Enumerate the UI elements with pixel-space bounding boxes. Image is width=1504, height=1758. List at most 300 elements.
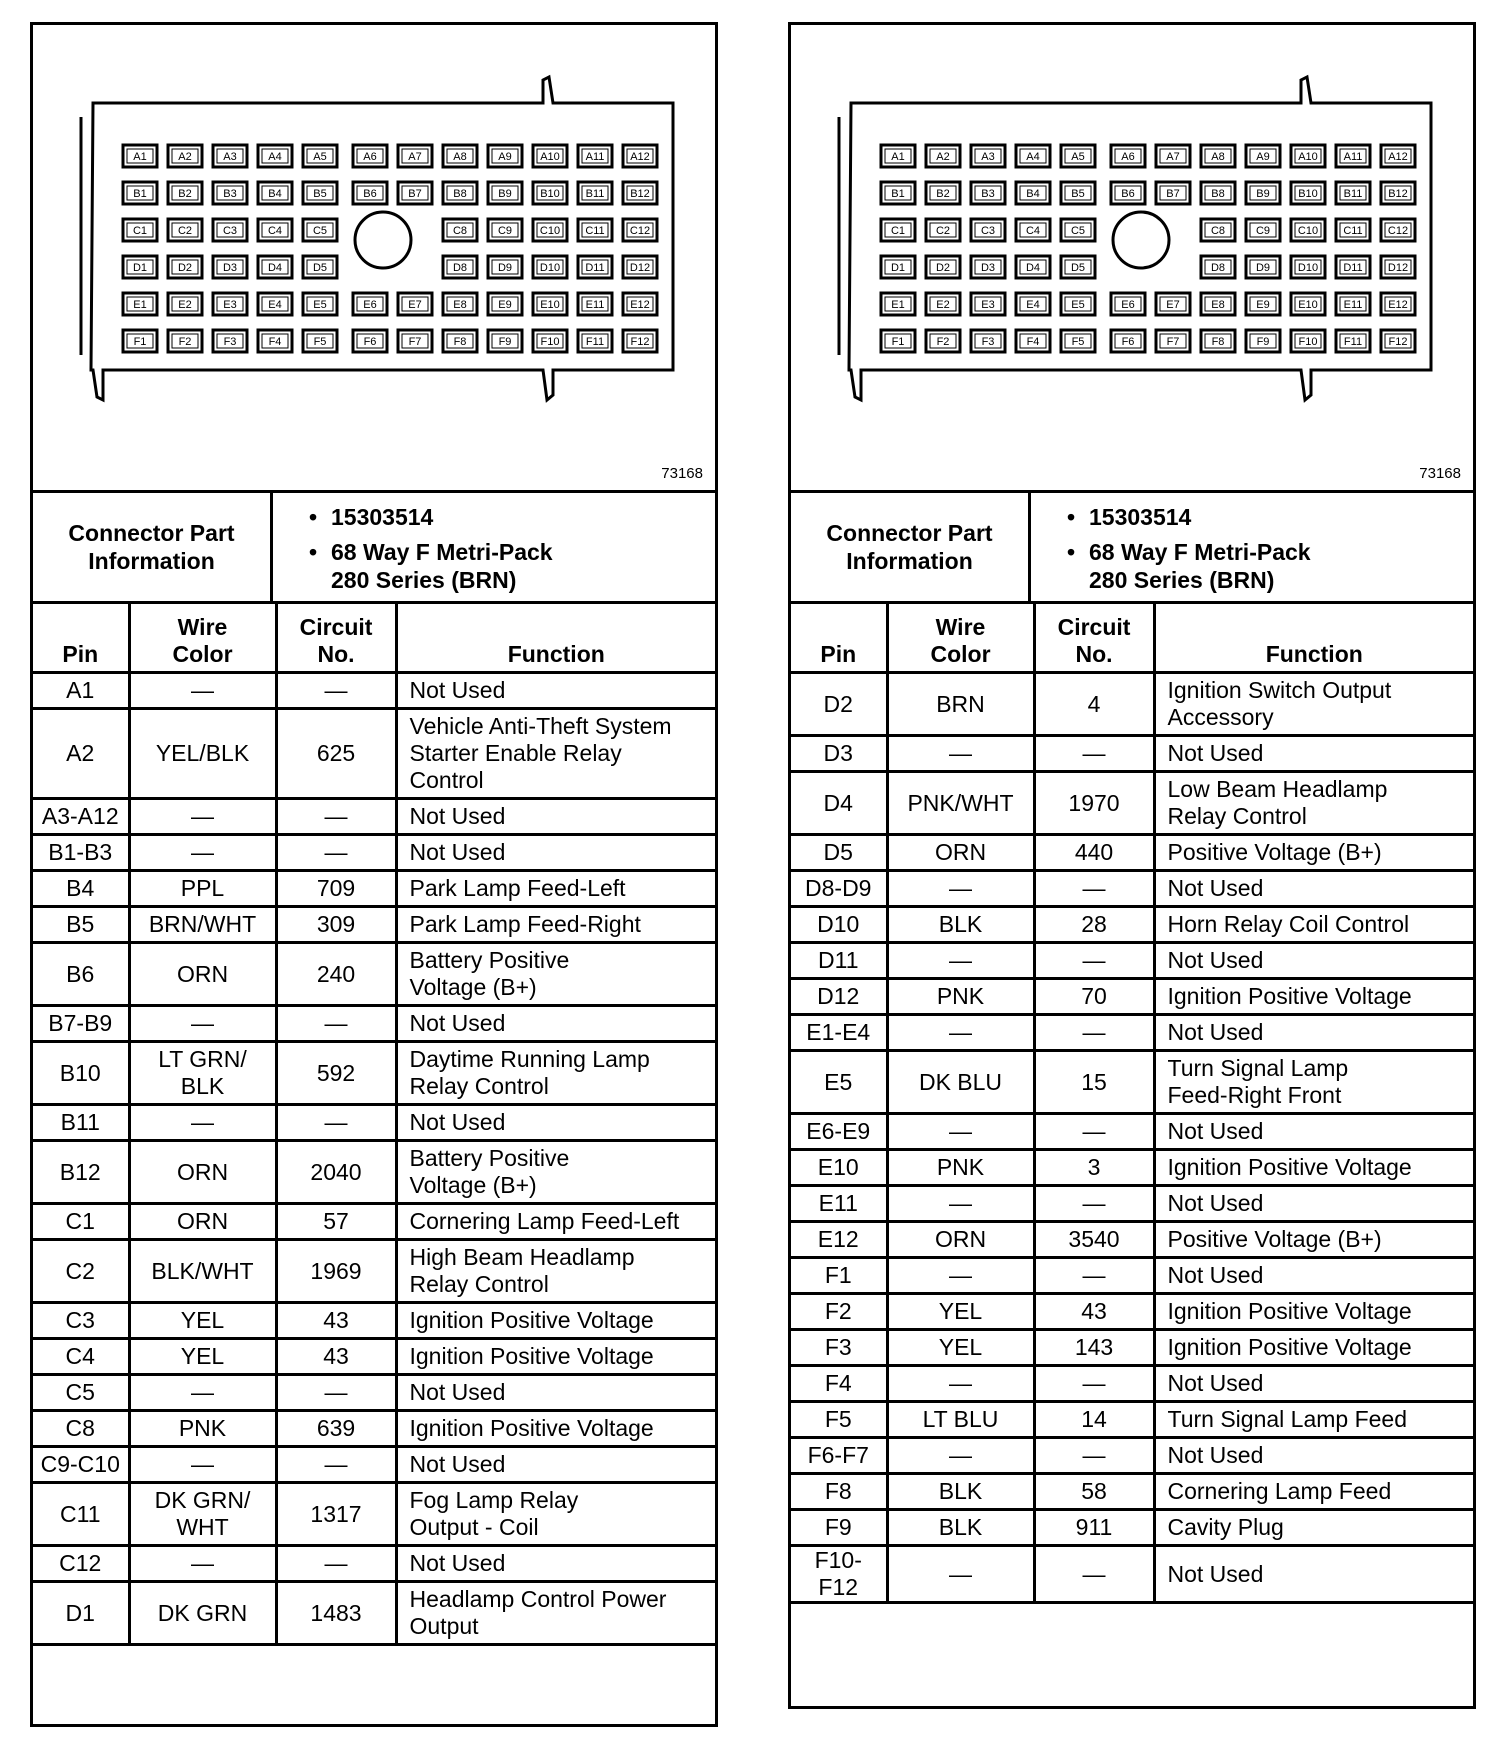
- pin-cavity: [398, 330, 432, 352]
- pin-cavity-label: D5: [1070, 262, 1086, 274]
- connector-panel-right: [788, 22, 1476, 1709]
- pin-cell: D12: [791, 979, 887, 1015]
- function-cell: Not Used: [1154, 1546, 1473, 1603]
- pin-cavity-label: D12: [1387, 262, 1409, 274]
- pin-cavity: [623, 182, 657, 204]
- info-item: [309, 503, 715, 531]
- circuit-cell: 625: [276, 709, 396, 799]
- bullet-icon: •: [1067, 504, 1076, 530]
- pin-cavity-label: E3: [223, 299, 237, 311]
- pin-cavity: [1246, 293, 1280, 315]
- function-cell: Turn Signal Lamp Feed-Right Front: [1154, 1051, 1473, 1114]
- circuit-cell: —: [276, 835, 396, 871]
- wire-color-cell: LT GRN/ BLK: [129, 1042, 276, 1105]
- pin-cavity: [1156, 293, 1190, 315]
- table-row: [33, 1546, 715, 1582]
- pin-cell: F8: [791, 1474, 887, 1510]
- pin-cell: C2: [33, 1240, 129, 1303]
- pin-cavity-label: C8: [1210, 225, 1226, 237]
- pin-cell: D2: [791, 673, 887, 736]
- pinout-table: [791, 604, 1473, 1604]
- pin-cell: A1: [33, 673, 129, 709]
- pinout-table: [33, 604, 715, 1646]
- connector-info-label: Connector Part Information: [791, 493, 1031, 601]
- wire-color-cell: PNK/WHT: [887, 772, 1034, 835]
- function-cell: Daytime Running Lamp Relay Control: [396, 1042, 715, 1105]
- pin-cavity: [123, 219, 157, 241]
- pin-cavity: [1381, 219, 1415, 241]
- table-row: [791, 1222, 1473, 1258]
- pin-cavity: [303, 330, 337, 352]
- wire-color-cell: YEL: [887, 1330, 1034, 1366]
- pin-cavity: [881, 256, 915, 278]
- pin-cavity: [533, 330, 567, 352]
- pin-cavity-label: C12: [1387, 225, 1409, 237]
- pin-cavity: [1201, 256, 1235, 278]
- pin-cell: B10: [33, 1042, 129, 1105]
- pin-cavity-label: E5: [1071, 299, 1085, 311]
- table-header-row: [33, 604, 715, 673]
- pin-cavity: [1201, 182, 1235, 204]
- pin-cavity: [533, 293, 567, 315]
- pin-cavity-label: D3: [222, 262, 238, 274]
- pin-cell: A2: [33, 709, 129, 799]
- function-cell: Park Lamp Feed-Left: [396, 871, 715, 907]
- function-cell: Not Used: [1154, 871, 1473, 907]
- function-cell: Not Used: [1154, 943, 1473, 979]
- pin-cavity: [1201, 219, 1235, 241]
- pin-cavity: [926, 182, 960, 204]
- pin-cavity: [1016, 330, 1050, 352]
- wire-color-cell: —: [887, 1546, 1034, 1603]
- pin-cavity: [443, 293, 477, 315]
- pin-cavity: [1061, 330, 1095, 352]
- pin-cavity-label: F11: [1343, 336, 1363, 348]
- pin-cavity: [123, 256, 157, 278]
- pin-cavity: [168, 330, 202, 352]
- pin-cavity: [1111, 330, 1145, 352]
- connector-panel-left: [30, 22, 718, 1727]
- pin-cavity: [488, 219, 522, 241]
- pin-cavity: [398, 145, 432, 167]
- pin-cavity: [578, 219, 612, 241]
- pin-cavity-label: D10: [1297, 262, 1319, 274]
- pin-cavity-label: D4: [267, 262, 283, 274]
- pin-cavity: [213, 256, 247, 278]
- pin-cavity-label: A7: [408, 151, 422, 163]
- circuit-cell: —: [1034, 736, 1154, 772]
- pin-cavity: [353, 330, 387, 352]
- pin-cavity: [623, 219, 657, 241]
- pin-cavity-label: C12: [629, 225, 651, 237]
- pin-cavity: [258, 293, 292, 315]
- circuit-cell: —: [1034, 871, 1154, 907]
- wire-color-cell: —: [129, 799, 276, 835]
- pin-cavity: [1061, 256, 1095, 278]
- pin-cavity: [168, 182, 202, 204]
- table-row: [791, 1051, 1473, 1114]
- part-number: 15303514: [331, 504, 434, 530]
- pin-cavity: [1061, 219, 1095, 241]
- circuit-cell: 43: [1034, 1294, 1154, 1330]
- table-row: [33, 1582, 715, 1645]
- pin-cavity-label: C4: [267, 225, 283, 237]
- pin-cavity: [1381, 182, 1415, 204]
- circuit-cell: —: [1034, 1015, 1154, 1051]
- function-cell: Not Used: [396, 835, 715, 871]
- function-cell: Horn Relay Coil Control: [1154, 907, 1473, 943]
- wire-color-cell: —: [887, 1258, 1034, 1294]
- pin-cavity-label: F11: [585, 336, 605, 348]
- pin-cavity-label: B8: [453, 188, 467, 200]
- circuit-cell: 43: [276, 1303, 396, 1339]
- pin-cavity-label: F3: [981, 336, 995, 348]
- pin-cavity: [213, 330, 247, 352]
- circuit-cell: 240: [276, 943, 396, 1006]
- connector-type: 68 Way F Metri-Pack 280 Series (BRN): [1089, 539, 1311, 593]
- pin-cavity-label: F2: [936, 336, 950, 348]
- bullet-icon: •: [1067, 539, 1076, 565]
- table-row: [791, 1330, 1473, 1366]
- circuit-cell: —: [276, 1375, 396, 1411]
- pin-cavity: [443, 256, 477, 278]
- pin-cavity-label: D8: [452, 262, 468, 274]
- table-row: [791, 943, 1473, 979]
- function-cell: Ignition Positive Voltage: [1154, 1330, 1473, 1366]
- pin-cavity: [353, 182, 387, 204]
- circuit-cell: 592: [276, 1042, 396, 1105]
- function-cell: High Beam Headlamp Relay Control: [396, 1240, 715, 1303]
- pin-cell: F4: [791, 1366, 887, 1402]
- function-cell: Ignition Positive Voltage: [1154, 1294, 1473, 1330]
- circuit-cell: —: [1034, 1186, 1154, 1222]
- wire-color-cell: ORN: [129, 943, 276, 1006]
- pin-cavity-label: E9: [498, 299, 512, 311]
- col-header-circuit: Circuit No.: [276, 604, 396, 673]
- pin-cavity-label: C10: [1297, 225, 1319, 237]
- wire-color-cell: —: [887, 871, 1034, 907]
- pin-cavity: [1061, 182, 1095, 204]
- pin-cavity-label: B10: [540, 188, 560, 200]
- connector-info-list: [1031, 493, 1473, 601]
- pin-cell: C3: [33, 1303, 129, 1339]
- pin-cavity-label: E7: [1166, 299, 1180, 311]
- pin-cavity-label: E11: [585, 299, 605, 311]
- pin-cavity-label: D2: [935, 262, 951, 274]
- pin-cell: D3: [791, 736, 887, 772]
- pin-cavity-label: A11: [585, 151, 605, 163]
- pin-cavity: [398, 293, 432, 315]
- table-row: [33, 1141, 715, 1204]
- table-row: [33, 871, 715, 907]
- table-row: [791, 1258, 1473, 1294]
- circuit-cell: —: [276, 1546, 396, 1582]
- pin-cell: C1: [33, 1204, 129, 1240]
- wire-color-cell: ORN: [887, 835, 1034, 871]
- pin-cavity-label: E7: [408, 299, 422, 311]
- wire-color-cell: PNK: [129, 1411, 276, 1447]
- pin-cavity-label: D1: [132, 262, 148, 274]
- pin-cavity-label: B4: [268, 188, 282, 200]
- circuit-cell: 911: [1034, 1510, 1154, 1546]
- wire-color-cell: BLK/WHT: [129, 1240, 276, 1303]
- table-row: [791, 871, 1473, 907]
- circuit-cell: —: [1034, 1546, 1154, 1603]
- pin-cavity: [1156, 330, 1190, 352]
- function-cell: Not Used: [1154, 1258, 1473, 1294]
- table-row: [33, 799, 715, 835]
- pin-cavity: [1111, 145, 1145, 167]
- pin-cavity-label: A6: [363, 151, 377, 163]
- pin-cavity-label: C3: [980, 225, 996, 237]
- pin-cell: F9: [791, 1510, 887, 1546]
- pin-cavity: [926, 219, 960, 241]
- pin-cell: D8-D9: [791, 871, 887, 907]
- pin-cavity-label: B5: [313, 188, 327, 200]
- pin-cavity: [168, 219, 202, 241]
- wire-color-cell: BLK: [887, 907, 1034, 943]
- table-row: [791, 979, 1473, 1015]
- pin-cavity: [258, 330, 292, 352]
- table-row: [33, 1411, 715, 1447]
- part-number: 15303514: [1089, 504, 1192, 530]
- pin-cavity: [1111, 293, 1145, 315]
- function-cell: Not Used: [396, 1375, 715, 1411]
- circuit-cell: 2040: [276, 1141, 396, 1204]
- pin-cavity: [168, 256, 202, 278]
- pin-cavity: [1246, 219, 1280, 241]
- pin-cavity-label: E9: [1256, 299, 1270, 311]
- function-cell: Not Used: [396, 799, 715, 835]
- pin-cavity: [533, 256, 567, 278]
- function-cell: Ignition Positive Voltage: [396, 1411, 715, 1447]
- pin-cavity-label: F1: [133, 336, 147, 348]
- circuit-cell: 143: [1034, 1330, 1154, 1366]
- pin-cell: D5: [791, 835, 887, 871]
- pin-cavity: [1336, 330, 1370, 352]
- pin-cavity: [488, 182, 522, 204]
- pin-cavity: [623, 256, 657, 278]
- wire-color-cell: —: [129, 835, 276, 871]
- pin-cavity-label: A10: [540, 151, 560, 163]
- pin-cavity-label: F1: [891, 336, 905, 348]
- pin-cavity: [353, 145, 387, 167]
- pin-cavity-label: F6: [1121, 336, 1135, 348]
- circuit-cell: —: [276, 1447, 396, 1483]
- pin-cell: D4: [791, 772, 887, 835]
- pin-cavity-label: E1: [891, 299, 905, 311]
- function-cell: Ignition Positive Voltage: [1154, 1150, 1473, 1186]
- pin-cavity: [1246, 330, 1280, 352]
- col-header-circuit: Circuit No.: [1034, 604, 1154, 673]
- pin-cell: B4: [33, 871, 129, 907]
- pin-cavity-label: E4: [268, 299, 282, 311]
- connector-diagram: [791, 25, 1473, 493]
- table-row: [791, 736, 1473, 772]
- pin-cavity-label: F3: [223, 336, 237, 348]
- wire-color-cell: YEL: [887, 1294, 1034, 1330]
- wire-color-cell: BLK: [887, 1510, 1034, 1546]
- pin-cavity-label: F12: [1388, 336, 1408, 348]
- pin-cavity-label: C11: [1343, 225, 1363, 237]
- pin-cavity-label: B7: [1166, 188, 1180, 200]
- pin-cavity: [578, 256, 612, 278]
- pin-cavity-label: B5: [1071, 188, 1085, 200]
- pin-cavity: [1246, 256, 1280, 278]
- circuit-cell: 1483: [276, 1582, 396, 1645]
- pin-cavity-label: A4: [1026, 151, 1040, 163]
- info-item: [1067, 503, 1473, 531]
- function-cell: Low Beam Headlamp Relay Control: [1154, 772, 1473, 835]
- table-row: [791, 1438, 1473, 1474]
- pin-cavity: [533, 219, 567, 241]
- wire-color-cell: —: [887, 1114, 1034, 1150]
- pin-cavity: [213, 145, 247, 167]
- pin-cavity-label: D9: [497, 262, 513, 274]
- table-row: [791, 1366, 1473, 1402]
- pin-cavity-label: E2: [178, 299, 192, 311]
- pin-cavity: [1061, 293, 1095, 315]
- pin-cavity-label: E12: [1388, 299, 1408, 311]
- pin-cavity-label: B9: [498, 188, 512, 200]
- wire-color-cell: —: [129, 1375, 276, 1411]
- pin-cell: B12: [33, 1141, 129, 1204]
- connector-part-info: [33, 493, 715, 604]
- function-cell: Battery Positive Voltage (B+): [396, 1141, 715, 1204]
- circuit-cell: 58: [1034, 1474, 1154, 1510]
- circuit-cell: —: [276, 799, 396, 835]
- pin-cavity: [578, 182, 612, 204]
- table-row: [791, 835, 1473, 871]
- pin-cavity-label: A5: [313, 151, 327, 163]
- pin-cavity: [123, 145, 157, 167]
- col-header-wire-color: Wire Color: [129, 604, 276, 673]
- wire-color-cell: LT BLU: [887, 1402, 1034, 1438]
- table-row: [791, 1402, 1473, 1438]
- pin-cavity-label: F4: [268, 336, 282, 348]
- pin-cavity: [578, 145, 612, 167]
- pin-cavity: [303, 219, 337, 241]
- pin-cavity-label: F10: [540, 336, 560, 348]
- function-cell: Turn Signal Lamp Feed: [1154, 1402, 1473, 1438]
- function-cell: Ignition Positive Voltage: [396, 1303, 715, 1339]
- pin-cavity-label: A2: [936, 151, 950, 163]
- function-cell: Cornering Lamp Feed-Left: [396, 1204, 715, 1240]
- circuit-cell: 3: [1034, 1150, 1154, 1186]
- pin-cavity-label: A9: [498, 151, 512, 163]
- pin-cell: F6-F7: [791, 1438, 887, 1474]
- pin-cavity: [578, 293, 612, 315]
- pin-cavity: [1381, 145, 1415, 167]
- table-row: [33, 1339, 715, 1375]
- pin-cavity-label: C5: [1070, 225, 1086, 237]
- pin-cavity: [123, 330, 157, 352]
- pin-cavity-label: B3: [223, 188, 237, 200]
- pin-cell: C12: [33, 1546, 129, 1582]
- pin-cavity-label: C5: [312, 225, 328, 237]
- table-row: [33, 907, 715, 943]
- circuit-cell: 709: [276, 871, 396, 907]
- pin-cell: F2: [791, 1294, 887, 1330]
- pin-cavity: [971, 256, 1005, 278]
- info-item: [1067, 538, 1473, 594]
- function-cell: Not Used: [396, 1105, 715, 1141]
- circuit-cell: 440: [1034, 835, 1154, 871]
- table-row: [33, 1204, 715, 1240]
- circuit-cell: 43: [276, 1339, 396, 1375]
- pin-cavity: [926, 256, 960, 278]
- wire-color-cell: —: [129, 673, 276, 709]
- table-row: [33, 1006, 715, 1042]
- pin-cavity-label: E12: [630, 299, 650, 311]
- bullet-icon: •: [309, 539, 318, 565]
- pin-cavity: [881, 182, 915, 204]
- table-row: [791, 907, 1473, 943]
- pin-cavity: [1201, 330, 1235, 352]
- table-row: [33, 1105, 715, 1141]
- pin-cavity: [1381, 293, 1415, 315]
- pin-cell: F10- F12: [791, 1546, 887, 1603]
- pin-cavity-label: C1: [132, 225, 148, 237]
- table-row: [33, 709, 715, 799]
- wire-color-cell: YEL: [129, 1339, 276, 1375]
- pin-cavity: [303, 182, 337, 204]
- pin-cavity: [881, 219, 915, 241]
- pin-cell: C5: [33, 1375, 129, 1411]
- circuit-cell: 28: [1034, 907, 1154, 943]
- pin-cavity: [1291, 256, 1325, 278]
- connector-face-drawing: [791, 25, 1473, 490]
- table-row: [33, 1042, 715, 1105]
- circuit-cell: —: [1034, 1438, 1154, 1474]
- pin-cavity: [258, 256, 292, 278]
- table-row: [33, 1375, 715, 1411]
- pin-cavity-label: D8: [1210, 262, 1226, 274]
- pin-cavity-label: E8: [1211, 299, 1225, 311]
- function-cell: Not Used: [1154, 1438, 1473, 1474]
- pin-cell: A3-A12: [33, 799, 129, 835]
- wire-color-cell: —: [129, 1447, 276, 1483]
- pin-cavity-label: F10: [1298, 336, 1318, 348]
- col-header-function: Function: [1154, 604, 1473, 673]
- function-cell: Not Used: [1154, 1015, 1473, 1051]
- table-row: [791, 1114, 1473, 1150]
- pin-cavity-label: E8: [453, 299, 467, 311]
- pin-cavity-label: F9: [498, 336, 512, 348]
- pin-cavity-label: A11: [1343, 151, 1363, 163]
- pin-cavity-label: A5: [1071, 151, 1085, 163]
- wire-color-cell: —: [129, 1105, 276, 1141]
- pin-cavity: [1381, 330, 1415, 352]
- pin-cavity: [971, 293, 1005, 315]
- pin-cavity-label: D2: [177, 262, 193, 274]
- table-row: [33, 835, 715, 871]
- pin-cavity: [1016, 145, 1050, 167]
- pin-cell: B7-B9: [33, 1006, 129, 1042]
- pin-cavity-label: D5: [312, 262, 328, 274]
- wire-color-cell: DK GRN/ WHT: [129, 1483, 276, 1546]
- pin-cavity-label: B6: [363, 188, 377, 200]
- pin-cavity-label: B11: [1343, 188, 1363, 200]
- col-header-function: Function: [396, 604, 715, 673]
- pin-cavity: [488, 293, 522, 315]
- pin-cavity-label: A12: [1388, 151, 1408, 163]
- pin-cavity-label: A3: [981, 151, 995, 163]
- wire-color-cell: YEL: [129, 1303, 276, 1339]
- pin-cavity: [488, 330, 522, 352]
- circuit-cell: 15: [1034, 1051, 1154, 1114]
- pin-cavity: [303, 256, 337, 278]
